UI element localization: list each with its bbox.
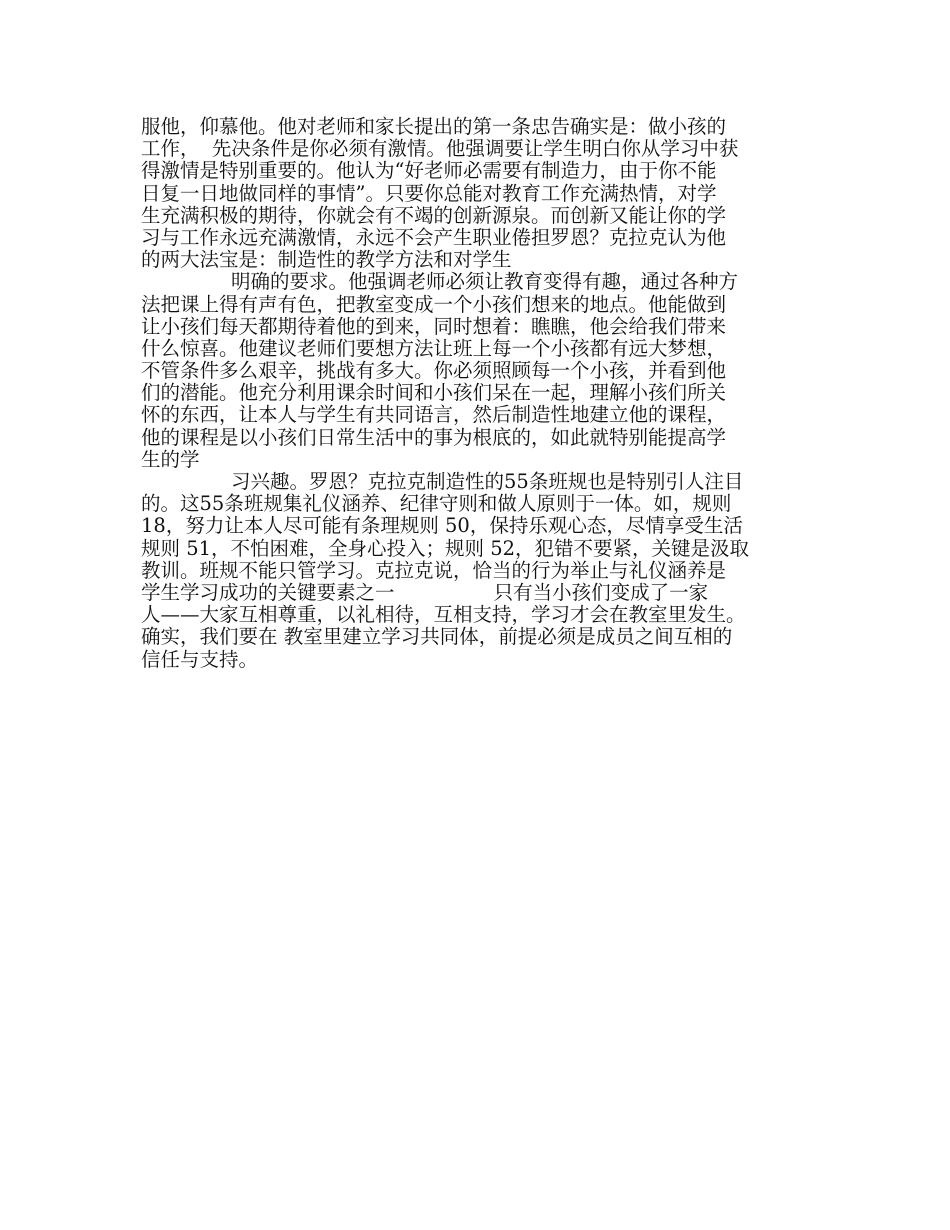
text-line: 的。这55条班规集礼仪涵养、纪律守则和做人原则于一体。如，规则 [141, 492, 732, 516]
text-line: 确实，我们要在 教室里建立学习共同体，前提必须是成员之间互相的 [141, 625, 733, 649]
text-line: 让小孩们每天都期待着他的到来，同时想着：瞧瞧，他会给我们带来 [141, 314, 727, 338]
text-line: 信任与支持。 [141, 647, 259, 671]
text-line: 人——大家互相尊重，以礼相待，互相支持，学习才会在教室里发生。 [141, 603, 746, 627]
text-line: 学生学习成功的关键要素之一 只有当小孩们变成了一家 [141, 580, 709, 604]
text-line: 法把课上得有声有色，把教室变成一个小孩们想来的地点。他能做到 [141, 292, 727, 316]
text-line: 他的课程是以小孩们日常生活中的事为根底的，如此就特别能提高学 [141, 425, 727, 449]
text-line: 服他，仰慕他。他对老师和家长提出的第一条忠告确实是：做小孩的 [141, 115, 727, 138]
text-line: 们的潜能。他充分利用课余时间和小孩们呆在一起，理解小孩们所关 [141, 381, 727, 405]
text-line: 习与工作永远充满激情，永远不会产生职业倦担罗恩？克拉克认为他 [141, 225, 727, 249]
text-line: 不管条件多么艰辛，挑战有多大。你必须照顾每一个小孩，并看到他 [141, 359, 727, 383]
text-line: 日复一日地做同样的事情”。只要你总能对教育工作充满热情，对学 [141, 181, 717, 205]
text-line: 生充满积极的期待，你就会有不竭的创新源泉。而创新又能让你的学 [141, 203, 727, 227]
text-line: 得激情是特别重要的。他认为“好老师必需要有制造力，由于你不能 [141, 159, 717, 183]
text-line: 规则 51，不怕困难，全身心投入；规则 52，犯错不要紧，关键是汲取 [141, 536, 750, 560]
text-line: 怀的东西，让本人与学生有共同语言，然后制造性地建立他的课程， [141, 403, 727, 427]
text-line: 明确的要求。他强调老师必须让教育变得有趣，通过各种方 [231, 270, 739, 294]
text-line: 生的学 [141, 447, 200, 471]
body-text [141, 116, 831, 671]
text-line: 教训。班规不能只管学习。克拉克说，恰当的行为举止与礼仪涵养是 [141, 558, 727, 582]
text-line: 的两大法宝是：制造性的教学方法和对学生 [141, 248, 512, 272]
text-line: 工作， 先决条件是你必须有激情。他强调要让学生明白你从学习中获 [141, 137, 739, 161]
text-line: 18，努力让本人尽可能有条理规则 50，保持乐观心态，尽情享受生活 [141, 514, 743, 538]
text-line: 习兴趣。罗恩？克拉克制造性的55条班规也是特别引人注目 [231, 470, 744, 493]
text-line: 什么惊喜。他建议老师们要想方法让班上每一个小孩都有远大梦想， [141, 336, 727, 360]
